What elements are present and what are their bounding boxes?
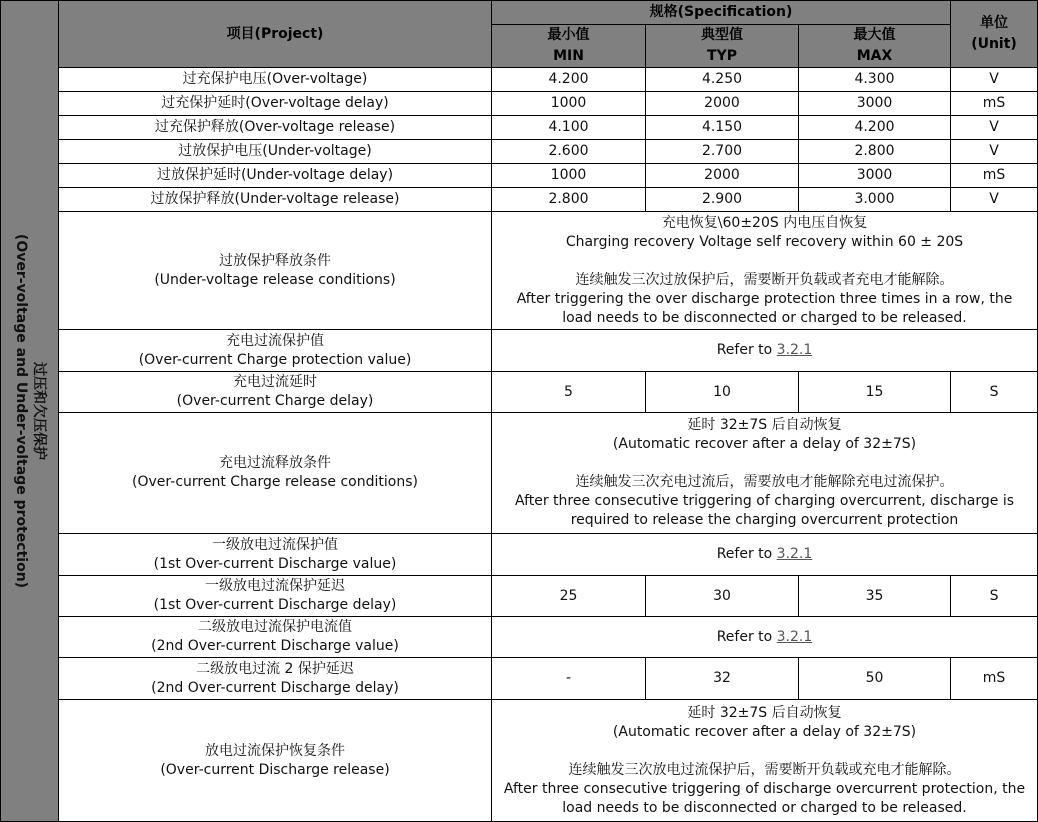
table-row [1,658,1038,700]
header-unit-zh: 单位 [980,15,1009,31]
side-label-cell [1,1,59,822]
refer-link[interactable]: 3.2.1 [776,628,813,645]
side-label-zh: 过压和欠压保护 [31,361,47,460]
table-row [1,68,1038,92]
row-unit: mS [951,92,1038,116]
row-name [59,534,492,576]
side-label-en: (Over-voltage and Under-voltage protection) [13,233,29,589]
note-line: 连续触发三次放电过流保护后，需要断开负载或充电才能解除。 [568,761,961,778]
row-name: 过放保护电压(Under-voltage) [59,140,492,164]
row-max: 4.200 [799,116,951,140]
refer-text: Refer to [716,342,777,358]
table-row [1,92,1038,116]
row-name [59,413,492,534]
row-name-en: (1st Over-current Discharge delay) [153,597,397,613]
header-max [799,25,951,68]
row-max: 3000 [799,92,951,116]
header-unit [951,1,1038,68]
row-typ: 2000 [646,164,799,188]
header-unit-en: (Unit) [971,36,1017,52]
row-name-zh: 一级放电过流保护延迟 [205,578,345,594]
row-typ: 30 [646,576,799,617]
row-typ: 4.150 [646,116,799,140]
row-name-zh: 充电过流释放条件 [219,455,331,471]
row-name [59,372,492,413]
row-min: 1000 [492,164,646,188]
row-refer [492,330,1038,372]
note-line: 连续触发三次过放保护后，需要断开负载或者充电才能解除。 [575,271,954,288]
row-name: 过充保护延时(Over-voltage delay) [59,92,492,116]
row-name: 过放保护延时(Under-voltage delay) [59,164,492,188]
row-name-zh: 二级放电过流 2 保护延迟 [196,660,354,677]
row-min: 25 [492,576,646,617]
note-line: 延时 32±7S 后自动恢复 [687,704,842,721]
row-unit: V [951,68,1038,92]
row-name-zh: 一级放电过流保护值 [212,536,338,553]
row-max: 15 [799,372,951,413]
note-line: required to release the charging overcurrent protection [570,512,959,528]
note-line: After triggering the over discharge protection three times in a row, the [516,290,1013,307]
row-name-en: (Over-current Charge release conditions) [132,474,418,490]
row-max: 2.800 [799,140,951,164]
row-name: 过充保护释放(Over-voltage release) [59,116,492,140]
row-unit: V [951,116,1038,140]
row-name [59,330,492,372]
note-line: 延时 32±7S 后自动恢复 [687,417,842,433]
row-typ: 2.900 [646,188,799,212]
row-min: 4.200 [492,68,646,92]
refer-link[interactable]: 3.2.1 [776,342,813,358]
table-row [1,617,1038,658]
note-line: After three consecutive triggering of discharge overcurrent protection, the [503,780,1026,797]
note-line: load needs to be disconnected or charged to be released. [562,309,967,326]
row-unit: mS [951,658,1038,700]
header-typ [646,25,799,68]
note-line: Charging recovery Voltage self recovery within 60 ± 20S [565,233,964,250]
row-unit: mS [951,164,1038,188]
row-typ: 2.700 [646,140,799,164]
row-min: - [492,658,646,700]
row-unit: V [951,188,1038,212]
row-name-zh: 放电过流保护恢复条件 [205,742,345,759]
row-unit: S [951,372,1038,413]
table-row [1,212,1038,330]
table-row [1,140,1038,164]
table-row [1,330,1038,372]
row-typ: 10 [646,372,799,413]
row-unit: V [951,140,1038,164]
row-min: 4.100 [492,116,646,140]
row-name-zh: 充电过流延时 [233,374,317,390]
row-name-zh: 充电过流保护值 [226,332,324,349]
refer-link[interactable]: 3.2.1 [776,546,813,562]
table-row [1,413,1038,534]
row-name: 过放保护释放(Under-voltage release) [59,188,492,212]
row-min: 2.600 [492,140,646,164]
table-row [1,164,1038,188]
row-note [492,700,1038,822]
row-name: 过充保护电压(Over-voltage) [59,68,492,92]
header-max-en: MAX [856,48,893,64]
refer-text: Refer to [716,546,777,562]
row-min: 1000 [492,92,646,116]
row-min: 5 [492,372,646,413]
row-name [59,576,492,617]
header-min [492,25,646,68]
row-name-en: (Over-current Charge protection value) [138,351,412,368]
note-line: After three consecutive triggering of charging overcurrent, discharge is [514,493,1015,509]
row-name-zh: 二级放电过流保护电流值 [198,619,352,635]
row-min: 2.800 [492,188,646,212]
row-refer [492,617,1038,658]
row-name-en: (2nd Over-current Discharge delay) [151,679,399,696]
row-max: 50 [799,658,951,700]
row-typ: 4.250 [646,68,799,92]
note-line: 充电恢复\60±20S 内电压自恢复 [661,214,868,231]
row-note [492,212,1038,330]
row-name [59,212,492,330]
table-row [1,372,1038,413]
header-max-zh: 最大值 [853,27,896,43]
row-unit: S [951,576,1038,617]
row-name-en: (Over-current Charge delay) [176,393,374,409]
row-refer [492,534,1038,576]
header-typ-en: TYP [707,48,737,64]
table-row [1,188,1038,212]
note-line: load needs to be disconnected or charged to be released. [562,799,967,816]
table-row [1,700,1038,822]
header-spec: 规格(Specification) [492,1,951,25]
refer-text: Refer to [716,628,777,645]
row-name-en: (2nd Over-current Discharge value) [151,638,399,654]
table-row [1,534,1038,576]
row-name-en: (Under-voltage release conditions) [154,271,396,288]
note-line: (Automatic recover after a delay of 32±7S) [612,436,917,452]
row-name [59,700,492,822]
table-row [1,576,1038,617]
row-name [59,658,492,700]
row-name [59,617,492,658]
row-max: 35 [799,576,951,617]
table-row [1,116,1038,140]
row-name-en: (Over-current Discharge release) [160,761,390,778]
row-name-en: (1st Over-current Discharge value) [153,555,397,572]
row-max: 3.000 [799,188,951,212]
row-max: 3000 [799,164,951,188]
row-name-zh: 过放保护释放条件 [219,252,331,269]
header-typ-zh: 典型值 [701,27,743,43]
header-min-en: MIN [553,48,584,64]
header-project: 项目(Project) [59,1,492,68]
row-typ: 2000 [646,92,799,116]
row-note [492,413,1038,534]
header-min-zh: 最小值 [547,27,590,43]
note-line: 连续触发三次充电过流后，需要放电才能解除充电过流保护。 [575,474,954,490]
row-max: 4.300 [799,68,951,92]
note-line: (Automatic recover after a delay of 32±7S) [612,723,917,740]
row-typ: 32 [646,658,799,700]
